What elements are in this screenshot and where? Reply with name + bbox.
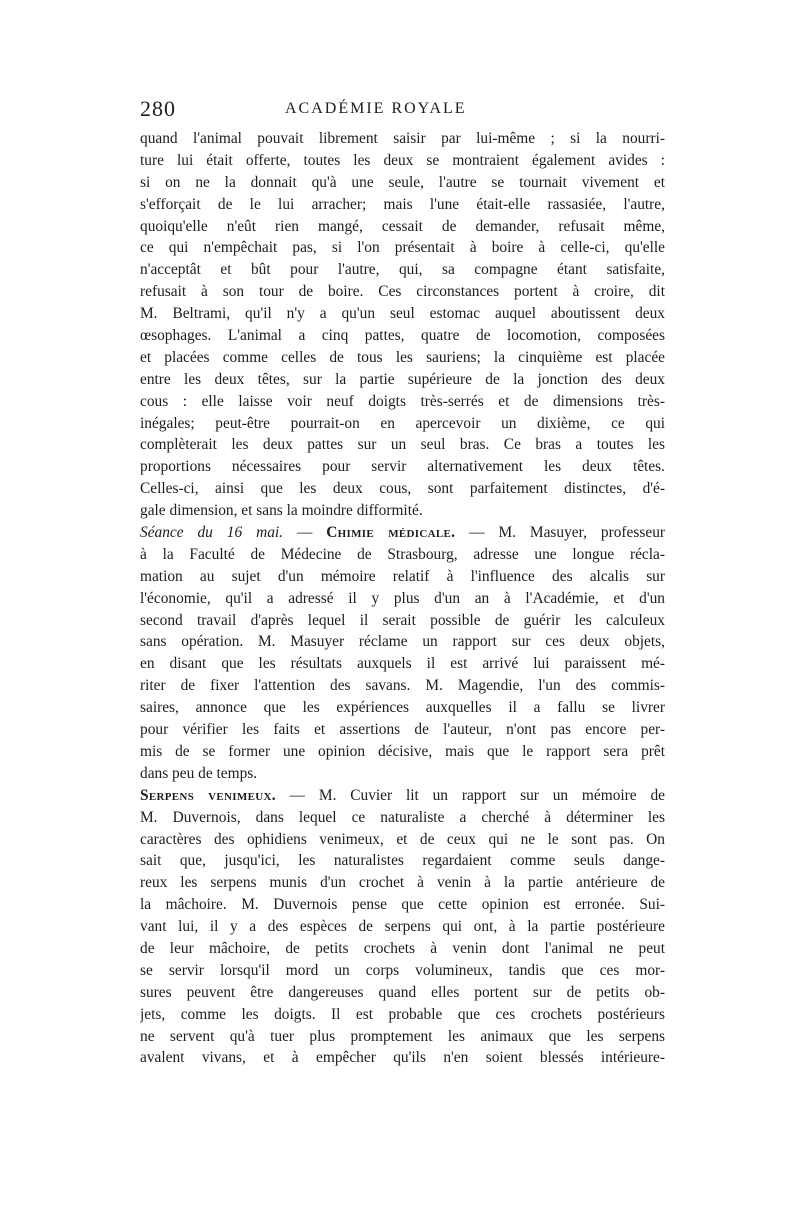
section-heading: Serpens venimeux. [140, 786, 276, 804]
text-line: M. Duvernois, dans lequel ce naturaliste a cherché à déterminer les [140, 808, 665, 826]
text-line: avalent vivans, et à empêcher qu'ils n'en soient blessés intérieure- [140, 1049, 665, 1067]
text-line: et placées comme celles de tous les sauriens; la cinquième est placée [140, 348, 665, 366]
text-line: proportions nécessaires pour servir alternativement les deux têtes. [140, 458, 665, 476]
text-line: caractères des ophidiens venimeux, et de ceux qui ne le sont pas. On [140, 830, 665, 848]
text-line [140, 522, 665, 544]
text-line: mation au sujet d'un mémoire relatif à l'influence des alcalis sur [140, 567, 665, 585]
section-serpens-venimeux [140, 785, 665, 1070]
body-text [140, 128, 665, 1069]
text-line: s'efforçait de le lui arracher; mais l'une était-elle rassasiée, l'autre, [140, 195, 665, 213]
text-line: l'économie, qu'il a adressé il y plus d'un an à l'Académie, et d'un [140, 589, 665, 607]
text-line: quoiqu'elle n'eût rien mangé, cessait de demander, refusait même, [140, 217, 665, 235]
section-chimie-medicale [140, 522, 665, 785]
text-line: pour vérifier les faits et assertions de l'auteur, n'ont pas encore per- [140, 721, 665, 739]
section-heading: Chimie médicale. [326, 524, 456, 542]
text-run: — M. Masuyer, professeur [455, 524, 665, 542]
text-line: saires, annonce que les expériences auxquelles il a fallu se livrer [140, 699, 665, 717]
page-number: 280 [140, 96, 176, 121]
text-line: M. Beltrami, qu'il n'y a qu'un seul estomac auquel aboutissent deux [140, 305, 665, 323]
text-line: second travail d'après lequel il serait possible de guérir les calculeux [140, 611, 665, 629]
text-line: n'acceptât et bût pour l'autre, qui, sa compagne étant satisfaite, [140, 261, 665, 279]
text-line: ne servent qu'à tuer plus promptement les animaux que les serpens [140, 1027, 665, 1045]
text-line: sures peuvent être dangereuses quand elles portent sur de petits ob- [140, 983, 665, 1001]
text-line: inégales; peut-être pourrait-on en apercevoir un dixième, ce qui [140, 414, 665, 432]
text-line: ce qui n'empêchait pas, si l'on présentait à boire à celle-ci, qu'elle [140, 239, 665, 257]
text-line: sait que, jusqu'ici, les naturalistes regardaient comme seuls dange- [140, 852, 665, 870]
text-line: si on ne la donnait qu'à une seule, l'autre se tournait vivement et [140, 173, 665, 191]
text-line: riter de fixer l'attention des savans. M. Magendie, l'un des commis- [140, 677, 665, 695]
text-line: la mâchoire. M. Duvernois pense que cette opinion est erronée. Sui- [140, 896, 665, 914]
text-line: vant lui, il y a des espèces de serpens qui ont, à la partie postérieure [140, 918, 665, 936]
text-line: œsophages. L'animal a cinq pattes, quatre de locomotion, composées [140, 327, 665, 345]
text-line: reux les serpens munis d'un crochet à venin à la partie antérieure de [140, 874, 665, 892]
text-line [140, 785, 665, 807]
session-date: Séance du 16 mai. [140, 524, 284, 542]
text-line: refusait à son tour de boire. Ces circonstances portent à croire, dit [140, 283, 665, 301]
text-line: ture lui était offerte, toutes les deux se montraient également avides : [140, 151, 665, 169]
text-line: à la Faculté de Médecine de Strasbourg, adresse une longue récla- [140, 545, 665, 563]
text-line: se servir lorsqu'il mord un corps volumineux, tandis que ces mor- [140, 961, 665, 979]
section-lines [140, 544, 665, 785]
text-line: entre les deux têtes, sur la partie supérieure de la jonction des deux [140, 370, 665, 388]
text-line: dans peu de temps. [140, 764, 258, 782]
dash: — [283, 524, 327, 542]
text-line: quand l'animal pouvait librement saisir par lui-même ; si la nourri- [140, 130, 665, 147]
paragraph-continuation [140, 128, 665, 522]
page-header [140, 96, 665, 126]
text-line: cous : elle laisse voir neuf doigts très-serrés et de dimensions très- [140, 392, 665, 410]
text-line: gale dimension, et sans la moindre difformité. [140, 502, 423, 520]
text-line: Celles-ci, ainsi que les deux cous, sont parfaitement distinctes, d'é- [140, 480, 665, 498]
text-line: en disant que les résultats auxquels il est arrivé lui paraissent mé- [140, 655, 665, 673]
text-line: complèterait les deux pattes sur un seul bras. Ce bras a toutes les [140, 436, 665, 454]
text-line: jets, comme les doigts. Il est probable que ces crochets postérieurs [140, 1005, 665, 1023]
text-line: de leur mâchoire, de petits crochets à venin dont l'animal ne peut [140, 939, 665, 957]
text-line: sans opération. M. Masuyer réclame un rapport sur ces deux objets, [140, 633, 665, 651]
text-run: — M. Cuvier lit un rapport sur un mémoire de [275, 786, 665, 804]
running-title: ACADÉMIE ROYALE [285, 100, 467, 117]
section-lines [140, 807, 665, 1070]
text-line: mis de se former une opinion décisive, mais que le rapport sera prêt [140, 742, 665, 760]
